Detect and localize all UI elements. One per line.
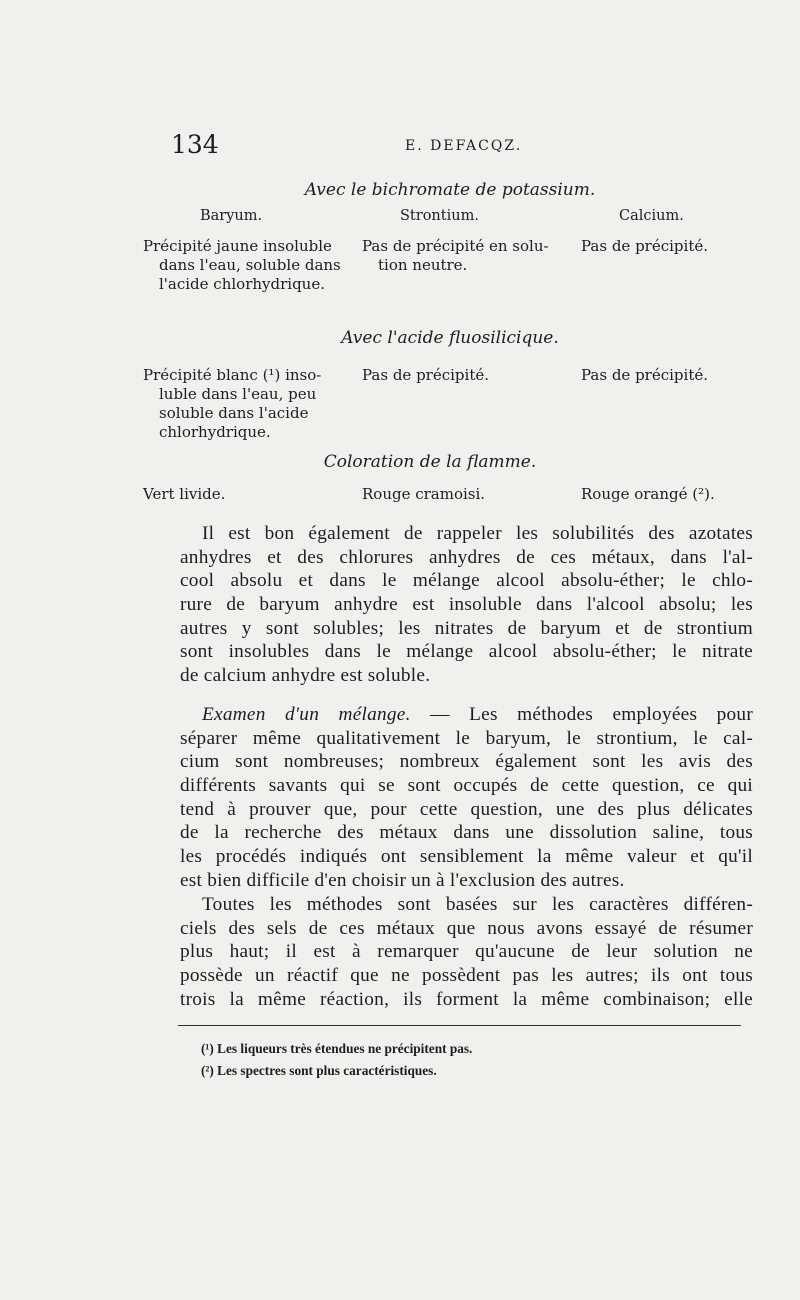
page-number: 134 [171,130,219,159]
footnote-2: (²) Les spectres sont plus caractéristiques. [201,1063,437,1078]
paragraph-methodes: Toutes les méthodes sont basées sur les caractères différen- ciels des sels de ces métaux que nous avons essayé de résumer plus haut; il est à remarquer qu'aucune de leur solution ne possède un réactif que ne possèdent pas les autres; ils ont tous trois la même réaction, ils forment la même combinaison; elle [180,894,753,1010]
cell-bichromate-baryum: Précipité jaune insoluble dans l'eau, soluble dans l'acide chlorhydrique. [143,237,341,293]
section-title-fluosilicique: Avec l'acide fluosilicique. [341,328,559,348]
cell-flamme-calcium: Rouge orangé (²). [581,485,715,503]
section-title-bichromate: Avec le bichromate de potassium. [304,180,596,200]
footnote-rule [178,1025,741,1026]
footnote-1: (¹) Les liqueurs très étendues ne précipitent pas. [201,1041,473,1056]
cell-fluosilicique-baryum: Précipité blanc (¹) inso- luble dans l'eau, peu soluble dans l'acide chlorhydrique. [143,366,322,441]
column-header-baryum: Baryum. [200,208,263,224]
section-title-flamme: Coloration de la flamme. [323,452,537,472]
cell-fluosilicique-strontium: Pas de précipité. [362,366,489,384]
paragraph-solubilites: Il est bon également de rappeler les solubilités des azotates anhydres et des chlorures anhydres de ces métaux, dans l'al- cool absolu et dans le mélange alcool absolu-éther; le chlo- rure de baryum anhydre est insoluble dans l'alcool absolu; les autres y sont solubles; les nitrates de baryum et de strontium sont insolubles dans le mélange alcool absolu-éther; le nitrate de calcium anhydre est soluble. [180,523,753,687]
running-head: E. DEFACQZ. [405,138,523,154]
cell-bichromate-strontium: Pas de précipité en solu- tion neutre. [362,237,549,274]
paragraph-heading-examen: Examen d'un mélange. [202,704,411,725]
column-header-strontium: Strontium. [400,208,479,224]
cell-flamme-strontium: Rouge cramoisi. [362,485,486,503]
cell-flamme-baryum: Vert livide. [143,485,226,503]
paragraph-examen: Examen d'un mélange. — Les méthodes employées pour séparer même qualitativement le baryum, le strontium, le cal- cium sont nombreuses; nombreux également sont les avis des différents savants qui se sont occupés de cette question, ce qui tend à prouver que, pour cette question, une des plus délicates de la recherche des métaux dans une dissolution saline, tous les procédés indiqués ont sensiblement la même valeur et qu'il est bien difficile d'en choisir un à l'exclusion des autres. [180,704,753,891]
cell-bichromate-calcium: Pas de précipité. [581,237,708,255]
column-header-calcium: Calcium. [619,208,684,224]
cell-fluosilicique-calcium: Pas de précipité. [581,366,708,384]
